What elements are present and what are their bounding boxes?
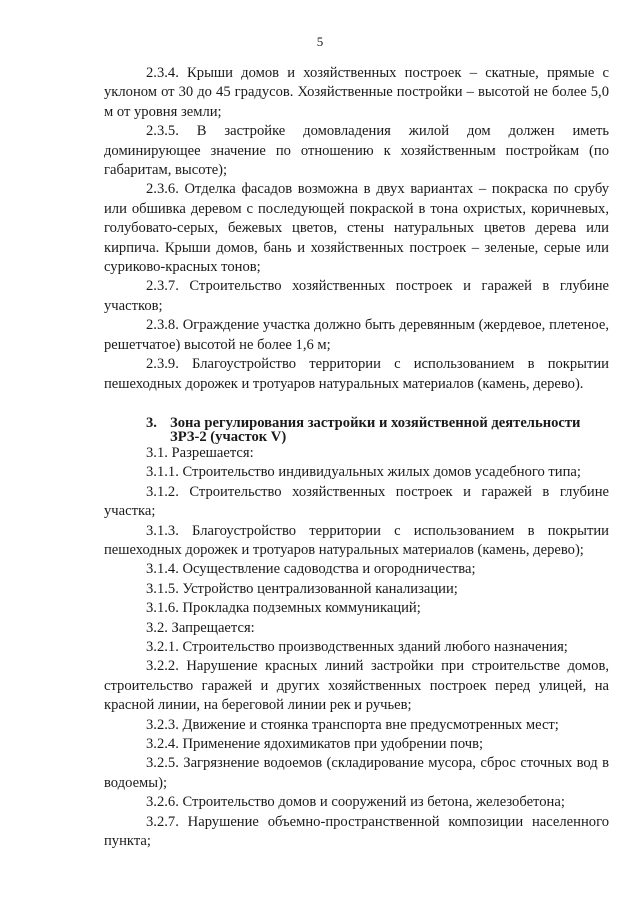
section-title-line-2: ЗРЗ-2 (участок V)	[170, 428, 287, 445]
paragraph-3-1-4: 3.1.4. Осуществление садоводства и огородничества;	[146, 561, 476, 578]
paragraph-2-3-4: 2.3.4. Крыши домов и хозяйственных построек – скатные, прямые с уклоном от 30 до 45 градусов. Хозяйственные постройки – высотой не более 5,0 м от уровня земли;	[104, 65, 609, 120]
paragraph-3-2-7: 3.2.7. Нарушение объемно-пространственной композиции населенного пункта;	[104, 813, 609, 850]
section-number: 3.	[146, 414, 157, 431]
paragraph-2-3-8: 2.3.8. Ограждение участка должно быть деревянным (жердевое, плетеное, решетчатое) высотой не более 1,6 м;	[104, 317, 609, 353]
paragraph-2-3-5: 2.3.5. В застройке домовладения жилой дом должен иметь доминирующее значение по отношению к хозяйственным постройкам (по габаритам, высоте);	[104, 123, 609, 179]
paragraph-2-3-9: 2.3.9. Благоустройство территории с использованием в покрытии пешеходных дорожек и тротуаров натуральных материалов (камень, дерево).	[104, 356, 609, 392]
paragraph-3-2-3: 3.2.3. Движение и стоянка транспорта вне предусмотренных мест;	[146, 716, 559, 733]
section-title-line-1: Зона регулирования застройки и хозяйственной деятельности	[170, 414, 581, 431]
paragraph-3-2-4: 3.2.4. Применение ядохимикатов при удобрении почв;	[146, 736, 484, 752]
document-body	[104, 64, 609, 851]
paragraph-3-2-2: 3.2.2. Нарушение красных линий застройки при строительстве домов, строительство гаражей и других хозяйственных построек перед улицей, на красной линии, на береговой линии рек и ручьев;	[104, 658, 609, 714]
paragraph-3-1-3: 3.1.3. Благоустройство территории с использованием в покрытии пешеходных дорожек и тротуаров натуральных материалов (камень, дерево);	[104, 522, 609, 558]
paragraph-2-3-6: 2.3.6. Отделка фасадов возможна в двух вариантах – покраска по срубу или обшивка деревом с последующей покраской в тона охристых, коричневых, голубовато-серых, бежевых цветов, стены натуральных цветов дерева или кирпича. Крыши домов, бань и хозяйственных построек – зеленые, серые или суриково-красных тонов;	[104, 181, 609, 276]
paragraph-3-2-1: 3.2.1. Строительство производственных зданий любого назначения;	[146, 638, 568, 655]
paragraph-3-2-5: 3.2.5. Загрязнение водоемов (складирование мусора, сброс сточных вод в водоемы);	[104, 755, 609, 791]
paragraph-2-3-7: 2.3.7. Строительство хозяйственных построек и гаражей в глубине участков;	[104, 278, 609, 314]
page-number: 5	[316, 34, 324, 49]
paragraph-3-1: 3.1. Разрешается:	[146, 444, 254, 461]
paragraph-3-1-5: 3.1.5. Устройство централизованной канализации;	[146, 580, 458, 597]
paragraph-3-2: 3.2. Запрещается:	[146, 619, 255, 636]
paragraph-3-2-6: 3.2.6. Строительство домов и сооружений из бетона, железобетона;	[146, 794, 565, 811]
paragraph-3-1-1: 3.1.1. Строительство индивидуальных жилых домов усадебного типа;	[146, 464, 581, 481]
paragraph-3-1-2: 3.1.2. Строительство хозяйственных построек и гаражей в глубине участка;	[104, 483, 609, 520]
section-heading	[104, 416, 609, 444]
paragraph-3-1-6: 3.1.6. Прокладка подземных коммуникаций;	[146, 600, 421, 617]
